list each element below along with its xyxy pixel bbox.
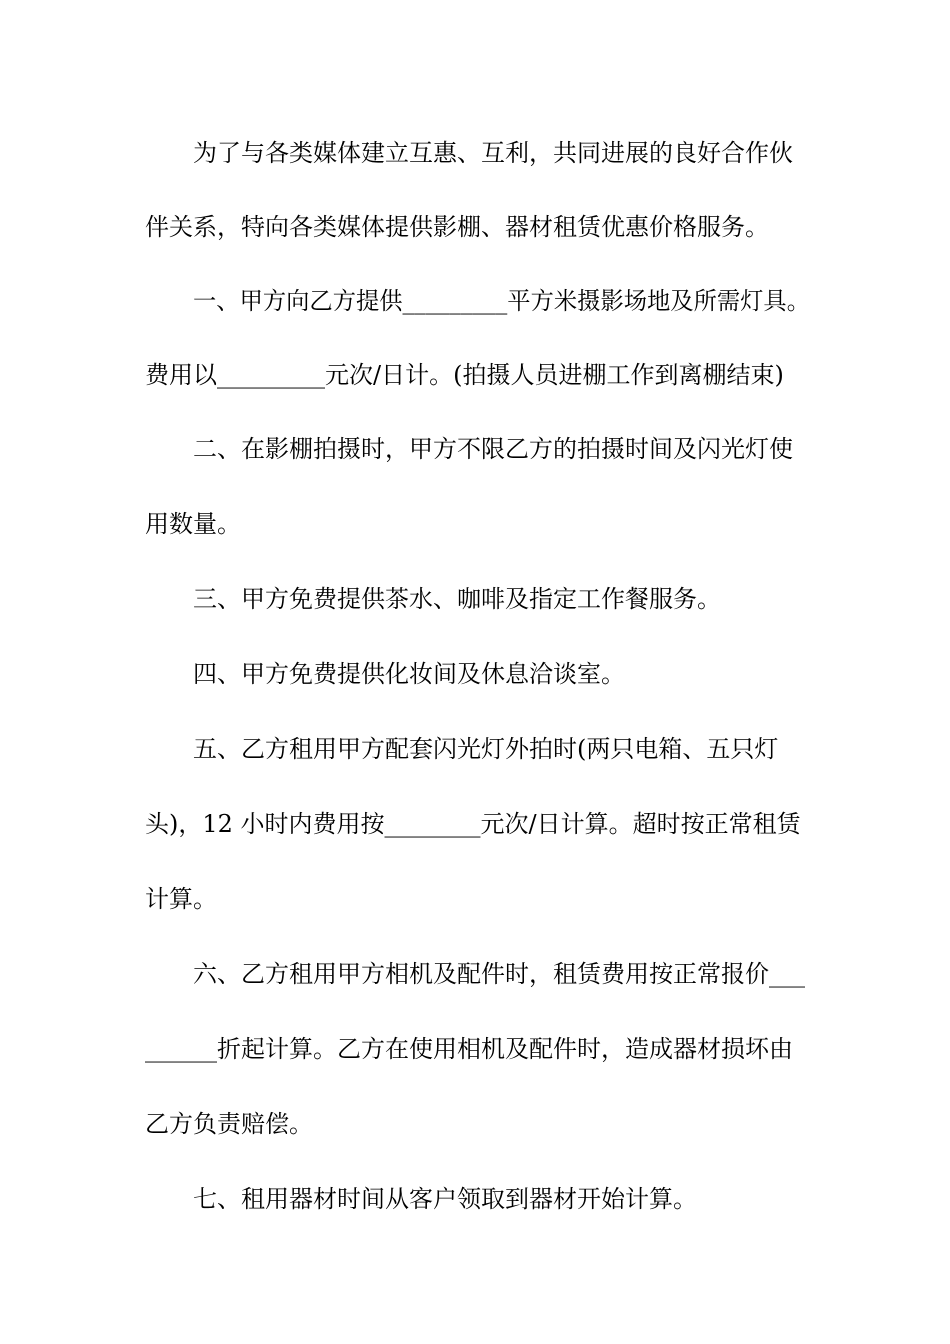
clause-7-line-1: 七、租用器材时间从客户领取到器材开始计算。 bbox=[193, 1185, 697, 1213]
clause-2-line-2: 用数量。 bbox=[145, 510, 241, 538]
paragraph-intro-line-1: 为了与各类媒体建立互惠、互利，共同进展的良好合作伙 bbox=[193, 139, 793, 167]
paragraph-intro-line-2: 伴关系，特向各类媒体提供影棚、器材租赁优惠价格服务。 bbox=[145, 213, 769, 241]
clause-5-line-2: 头)，12 小时内费用按________元次/日计算。超时按正常租赁 bbox=[145, 810, 801, 838]
clause-6-line-1: 六、乙方租用甲方相机及配件时，租赁费用按正常报价___ bbox=[193, 960, 805, 988]
clause-6-line-3: 乙方负责赔偿。 bbox=[145, 1110, 313, 1138]
clause-4-line-1: 四、甲方免费提供化妆间及休息洽谈室。 bbox=[193, 660, 625, 688]
clause-1-line-1: 一、甲方向乙方提供_________平方米摄影场地及所需灯具。 bbox=[193, 287, 810, 315]
clause-5-line-1: 五、乙方租用甲方配套闪光灯外拍时(两只电箱、五只灯 bbox=[193, 735, 779, 763]
clause-3-line-1: 三、甲方免费提供茶水、咖啡及指定工作餐服务。 bbox=[193, 585, 721, 613]
clause-5-line-3: 计算。 bbox=[145, 885, 217, 913]
clause-6-line-2: ______折起计算。乙方在使用相机及配件时，造成器材损坏由 bbox=[145, 1035, 793, 1063]
clause-2-line-1: 二、在影棚拍摄时，甲方不限乙方的拍摄时间及闪光灯使 bbox=[193, 435, 793, 463]
clause-1-line-2: 费用以_________元次/日计。(拍摄人员进棚工作到离棚结束) bbox=[145, 361, 784, 389]
